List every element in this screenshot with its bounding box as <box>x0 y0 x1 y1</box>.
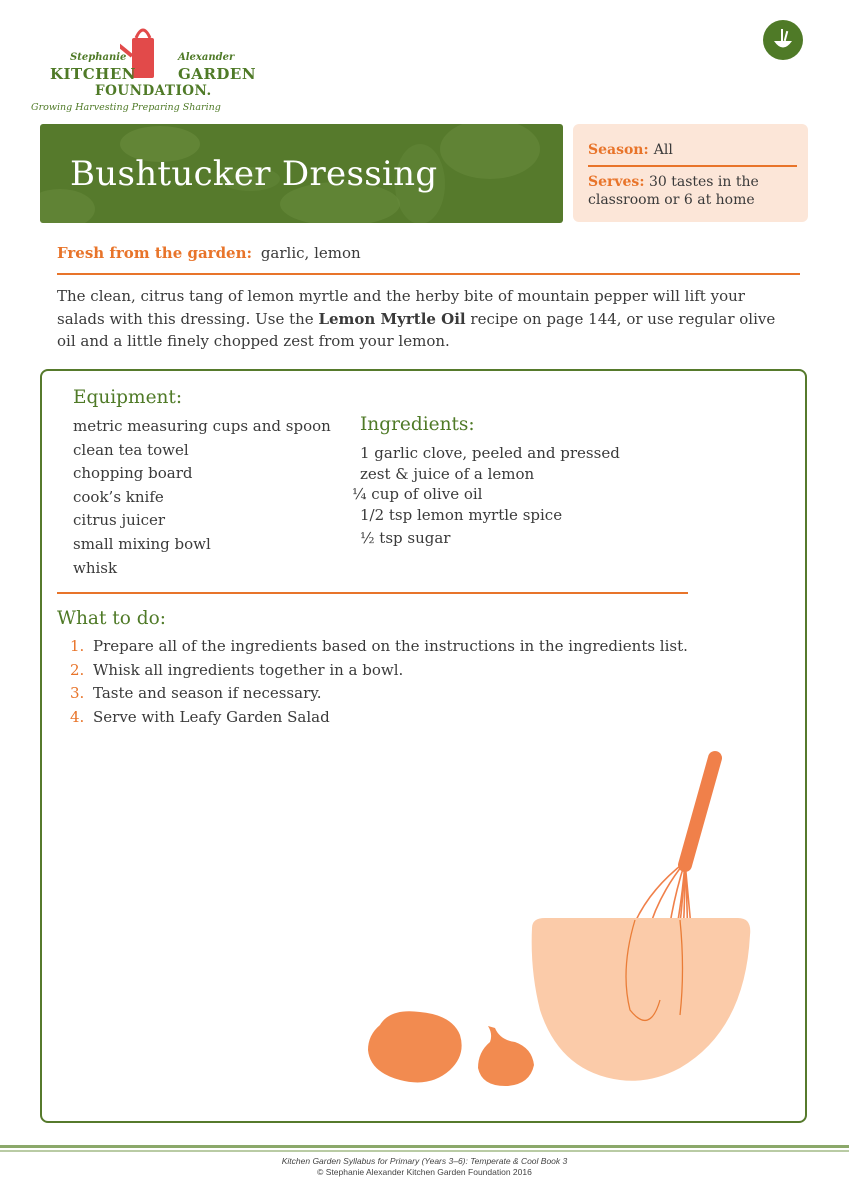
list-item: citrus juicer <box>73 511 166 530</box>
list-item: ¼ cup of olive oil <box>352 485 483 503</box>
step-item <box>70 706 688 730</box>
equipment-list <box>73 415 331 580</box>
logo-foundation: FOUNDATION. <box>95 83 212 99</box>
what-to-do-heading: What to do: <box>57 608 166 629</box>
fresh-from-garden <box>57 244 361 262</box>
list-item: 1 garlic clove, peeled and pressed <box>360 444 620 462</box>
list-item: zest & juice of a lemon <box>360 464 535 483</box>
step-text: Taste and season if necessary. <box>93 684 322 703</box>
garlic-shape <box>478 1026 534 1086</box>
step-text: Whisk all ingredients together in a bowl. <box>93 660 404 679</box>
equipment-heading: Equipment: <box>73 387 183 408</box>
serves-row <box>588 173 803 209</box>
logo-stephanie: Stephanie <box>70 52 127 63</box>
list-item: clean tea towel <box>73 440 189 459</box>
bowl-shape <box>532 918 751 1081</box>
step-item <box>70 682 688 706</box>
step-number: 1. <box>70 637 85 655</box>
list-item: chopping board <box>73 464 193 483</box>
fresh-value: garlic, lemon <box>260 244 361 262</box>
divider <box>588 165 797 167</box>
info-box <box>573 124 808 222</box>
step-item <box>70 659 688 683</box>
logo-garden: GARDEN <box>178 65 257 83</box>
step-text: Prepare all of the ingredients based on the instructions in the ingredients list. <box>93 637 688 655</box>
fresh-label: Fresh from the garden: <box>57 244 253 262</box>
list-item: 1/2 tsp lemon myrtle spice <box>360 505 563 524</box>
logo-tagline: Growing Harvesting Preparing Sharing <box>31 102 221 113</box>
list-item: ½ tsp sugar <box>360 529 451 547</box>
foundation-logo <box>31 22 270 118</box>
intro-text: recipe on page 144, or use regular olive oil and a little finely chopped zest from your lemon. <box>57 309 776 350</box>
title-banner <box>40 124 563 223</box>
page-title: Bushtucker Dressing <box>70 154 438 194</box>
logo-kitchen: KITCHEN <box>50 65 136 83</box>
season-label: Season: <box>588 142 649 158</box>
divider <box>57 273 800 275</box>
footer-rule <box>0 1150 849 1152</box>
intro-bold-link: Lemon Myrtle Oil <box>318 309 466 328</box>
ingredients-list <box>352 443 620 549</box>
intro-text: The clean, citrus tang of lemon myrtle and the herby bite of mountain pepper will lift your salads with this dressing. Use the <box>57 287 745 328</box>
illustration <box>360 750 760 1090</box>
list-item: small mixing bowl <box>73 534 211 553</box>
step-number: 3. <box>70 684 85 703</box>
footer-copyright: © Stephanie Alexander Kitchen Garden Foundation 2016 <box>317 1167 532 1177</box>
footer-title: Kitchen Garden Syllabus for Primary (Years 3–6): Temperate & Cool Book 3 <box>281 1156 568 1166</box>
intro-paragraph <box>57 285 797 353</box>
footer-rule <box>0 1145 849 1148</box>
serves-label: Serves: <box>588 174 645 190</box>
step-text: Serve with Leafy Garden Salad <box>93 707 330 726</box>
logo-alexander: Alexander <box>178 52 235 63</box>
step-item <box>70 635 688 659</box>
list-item: metric measuring cups and spoon <box>73 417 331 435</box>
bowl-icon <box>763 20 803 60</box>
list-item: whisk <box>73 558 118 577</box>
serves-value: 30 tastes in the classroom or 6 at home <box>588 174 759 208</box>
ingredients-heading: Ingredients: <box>360 414 475 435</box>
lemon-shape <box>368 1011 462 1082</box>
season-row <box>588 139 673 158</box>
steps-list <box>70 635 688 729</box>
list-item: cook’s knife <box>73 487 164 506</box>
step-number: 2. <box>70 660 85 679</box>
footer <box>0 1156 849 1178</box>
season-value: All <box>653 142 673 158</box>
divider <box>57 592 688 594</box>
step-number: 4. <box>70 707 85 726</box>
